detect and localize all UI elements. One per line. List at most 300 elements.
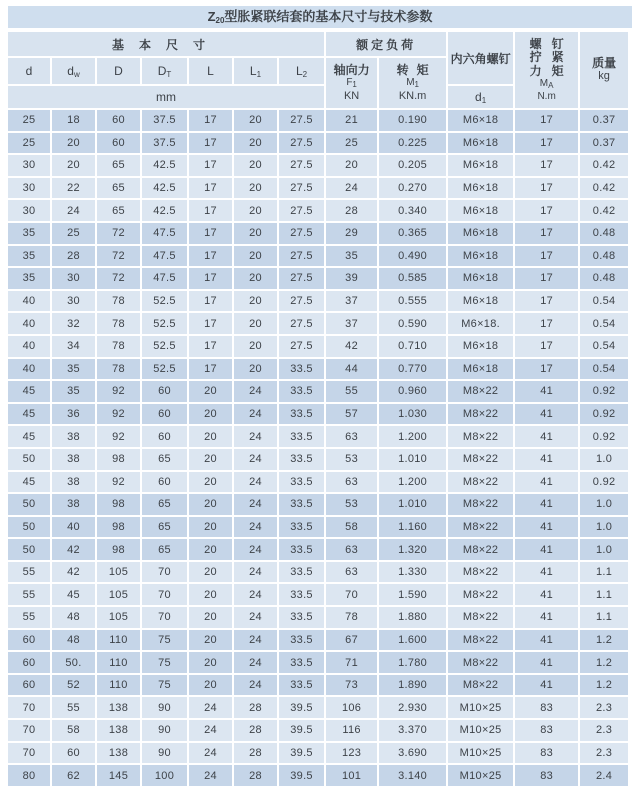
cell-L1: 24: [234, 630, 277, 651]
cell-screw: M8×22: [448, 584, 513, 605]
cell-d: 40: [8, 336, 50, 357]
cell-L1: 20: [234, 246, 277, 267]
cell-mass: 1.1: [580, 562, 628, 583]
cell-d: 35: [8, 268, 50, 289]
cell-d: 30: [8, 155, 50, 176]
cell-screw: M8×22: [448, 472, 513, 493]
cell-L2: 33.5: [279, 359, 324, 380]
cell-D: 98: [97, 494, 140, 515]
cell-DT: 75: [142, 630, 187, 651]
cell-tightening-torque: 17: [515, 359, 578, 380]
cell-DT: 90: [142, 743, 187, 764]
cell-D: 92: [97, 404, 140, 425]
cell-L2: 33.5: [279, 584, 324, 605]
cell-tightening-torque: 17: [515, 246, 578, 267]
cell-screw: M6×18: [448, 133, 513, 154]
cell-screw: M8×22: [448, 494, 513, 515]
cell-L1: 24: [234, 472, 277, 493]
cell-tightening-torque: 41: [515, 652, 578, 673]
cell-torque: 0.770: [379, 359, 446, 380]
header-row-groups: [8, 32, 628, 56]
header-screw-tightening-torque: [515, 32, 578, 108]
cell-tightening-torque: 17: [515, 313, 578, 334]
torque-symbol: $M_1$: [406, 76, 419, 89]
cell-torque: 3.140: [379, 765, 446, 786]
cell-torque: 1.010: [379, 449, 446, 470]
cell-dw: 28: [52, 246, 95, 267]
tightening-unit: N.m: [537, 91, 556, 103]
cell-mass: 1.0: [580, 494, 628, 515]
cell-torque: 0.340: [379, 200, 446, 221]
cell-torque: 2.930: [379, 697, 446, 718]
cell-D: 105: [97, 607, 140, 628]
table-row: [8, 359, 628, 380]
table-row: [8, 336, 628, 357]
cell-mass: 1.2: [580, 652, 628, 673]
cell-DT: 60: [142, 404, 187, 425]
cell-L1: 20: [234, 359, 277, 380]
cell-d: 55: [8, 607, 50, 628]
header-col-D: D: [97, 58, 140, 84]
cell-torque: 0.585: [379, 268, 446, 289]
cell-axial-force: 67: [326, 630, 377, 651]
cell-L1: 28: [234, 765, 277, 786]
cell-L1: 24: [234, 517, 277, 538]
cell-mass: 0.54: [580, 313, 628, 334]
cell-screw: M8×22: [448, 562, 513, 583]
cell-screw: M6×18: [448, 155, 513, 176]
header-col-L2: $L_2$: [279, 58, 324, 84]
table-row: [8, 630, 628, 651]
cell-tightening-torque: 41: [515, 584, 578, 605]
cell-mass: 0.92: [580, 404, 628, 425]
cell-dw: 38: [52, 472, 95, 493]
cell-L1: 20: [234, 313, 277, 334]
cell-screw: M8×22: [448, 449, 513, 470]
cell-screw: M6×18: [448, 110, 513, 131]
cell-L1: 28: [234, 697, 277, 718]
table-row: [8, 472, 628, 493]
cell-axial-force: 116: [326, 720, 377, 741]
cell-L1: 20: [234, 155, 277, 176]
cell-mass: 0.42: [580, 155, 628, 176]
cell-mass: 0.37: [580, 133, 628, 154]
cell-dw: 40: [52, 517, 95, 538]
table-row: [8, 607, 628, 628]
cell-DT: 75: [142, 675, 187, 696]
cell-torque: 1.590: [379, 584, 446, 605]
cell-screw: M8×22: [448, 539, 513, 560]
cell-L2: 27.5: [279, 246, 324, 267]
cell-tightening-torque: 41: [515, 630, 578, 651]
cell-L: 20: [189, 562, 232, 583]
cell-L2: 39.5: [279, 697, 324, 718]
cell-L: 17: [189, 223, 232, 244]
cell-L: 17: [189, 291, 232, 312]
cell-torque: 1.880: [379, 607, 446, 628]
cell-L2: 27.5: [279, 200, 324, 221]
cell-DT: 90: [142, 720, 187, 741]
cell-axial-force: 63: [326, 562, 377, 583]
cell-tightening-torque: 41: [515, 675, 578, 696]
cell-d: 40: [8, 313, 50, 334]
cell-L: 17: [189, 133, 232, 154]
cell-L: 20: [189, 675, 232, 696]
cell-screw: M10×25: [448, 720, 513, 741]
cell-d: 50: [8, 517, 50, 538]
cell-L2: 27.5: [279, 268, 324, 289]
axial-force-symbol: $F_1$: [346, 76, 357, 89]
cell-DT: 90: [142, 697, 187, 718]
cell-screw: M8×22: [448, 675, 513, 696]
table-row: [8, 313, 628, 334]
header-col-DT: $D_T$: [142, 58, 187, 84]
cell-tightening-torque: 83: [515, 743, 578, 764]
cell-D: 138: [97, 697, 140, 718]
cell-dw: 45: [52, 584, 95, 605]
cell-D: 65: [97, 178, 140, 199]
cell-L1: 20: [234, 336, 277, 357]
cell-tightening-torque: 41: [515, 472, 578, 493]
cell-mass: 1.0: [580, 539, 628, 560]
cell-axial-force: 63: [326, 472, 377, 493]
cell-dw: 30: [52, 268, 95, 289]
cell-L1: 20: [234, 268, 277, 289]
cell-L2: 27.5: [279, 223, 324, 244]
header-col-dw: $d_w$: [52, 58, 95, 84]
cell-d: 55: [8, 584, 50, 605]
cell-DT: 42.5: [142, 200, 187, 221]
table-row: [8, 697, 628, 718]
cell-mass: 2.3: [580, 697, 628, 718]
cell-axial-force: 63: [326, 539, 377, 560]
cell-axial-force: 44: [326, 359, 377, 380]
cell-screw: M6×18: [448, 223, 513, 244]
cell-D: 98: [97, 517, 140, 538]
cell-L2: 39.5: [279, 743, 324, 764]
cell-L2: 33.5: [279, 404, 324, 425]
cell-L: 17: [189, 178, 232, 199]
cell-screw: M6×18: [448, 268, 513, 289]
cell-L2: 33.5: [279, 607, 324, 628]
cell-mass: 0.92: [580, 381, 628, 402]
cell-D: 78: [97, 336, 140, 357]
cell-screw: M6×18: [448, 178, 513, 199]
cell-d: 35: [8, 246, 50, 267]
cell-torque: 1.890: [379, 675, 446, 696]
cell-L2: 33.5: [279, 652, 324, 673]
cell-d: 30: [8, 178, 50, 199]
cell-mass: 0.48: [580, 223, 628, 244]
cell-L: 20: [189, 607, 232, 628]
cell-d: 50: [8, 494, 50, 515]
table-row: [8, 539, 628, 560]
cell-DT: 60: [142, 426, 187, 447]
cell-axial-force: 37: [326, 291, 377, 312]
cell-dw: 20: [52, 133, 95, 154]
cell-DT: 52.5: [142, 359, 187, 380]
cell-L2: 33.5: [279, 449, 324, 470]
cell-L: 17: [189, 200, 232, 221]
tightening-line-1: 螺钉: [529, 36, 574, 51]
cell-dw: 38: [52, 494, 95, 515]
cell-d: 45: [8, 426, 50, 447]
table-row: [8, 449, 628, 470]
cell-D: 92: [97, 381, 140, 402]
cell-d: 55: [8, 562, 50, 583]
header-screw-symbol: $d_1$: [448, 86, 513, 108]
table-row: [8, 223, 628, 244]
cell-tightening-torque: 41: [515, 404, 578, 425]
cell-screw: M8×22: [448, 426, 513, 447]
table-row: [8, 562, 628, 583]
table-row: [8, 743, 628, 764]
table-row: [8, 765, 628, 786]
cell-mass: 2.3: [580, 743, 628, 764]
cell-DT: 60: [142, 472, 187, 493]
table-row: [8, 178, 628, 199]
cell-L1: 28: [234, 720, 277, 741]
cell-tightening-torque: 17: [515, 200, 578, 221]
cell-L1: 20: [234, 133, 277, 154]
header-torque: [379, 58, 446, 108]
cell-L1: 24: [234, 539, 277, 560]
cell-d: 45: [8, 404, 50, 425]
cell-L1: 28: [234, 743, 277, 764]
cell-L2: 33.5: [279, 539, 324, 560]
cell-DT: 47.5: [142, 246, 187, 267]
table-row: [8, 404, 628, 425]
cell-axial-force: 25: [326, 133, 377, 154]
cell-dw: 36: [52, 404, 95, 425]
cell-DT: 65: [142, 449, 187, 470]
cell-dw: 42: [52, 539, 95, 560]
cell-dw: 48: [52, 607, 95, 628]
cell-dw: 42: [52, 562, 95, 583]
cell-mass: 0.37: [580, 110, 628, 131]
cell-dw: 58: [52, 720, 95, 741]
cell-D: 105: [97, 562, 140, 583]
cell-DT: 65: [142, 494, 187, 515]
cell-axial-force: 55: [326, 381, 377, 402]
cell-L2: 39.5: [279, 720, 324, 741]
cell-tightening-torque: 17: [515, 110, 578, 131]
cell-torque: 3.370: [379, 720, 446, 741]
cell-screw: M6×18: [448, 200, 513, 221]
cell-dw: 24: [52, 200, 95, 221]
cell-axial-force: 106: [326, 697, 377, 718]
cell-screw: M10×25: [448, 743, 513, 764]
cell-tightening-torque: 41: [515, 426, 578, 447]
cell-mass: 0.92: [580, 472, 628, 493]
cell-L: 20: [189, 517, 232, 538]
cell-L: 17: [189, 246, 232, 267]
cell-tightening-torque: 41: [515, 449, 578, 470]
cell-DT: 65: [142, 539, 187, 560]
cell-d: 50: [8, 539, 50, 560]
cell-mass: 0.48: [580, 268, 628, 289]
table-row: [8, 291, 628, 312]
cell-d: 40: [8, 359, 50, 380]
cell-DT: 70: [142, 607, 187, 628]
cell-d: 70: [8, 743, 50, 764]
cell-L2: 27.5: [279, 133, 324, 154]
cell-mass: 0.42: [580, 178, 628, 199]
cell-D: 138: [97, 720, 140, 741]
cell-tightening-torque: 17: [515, 223, 578, 244]
cell-DT: 47.5: [142, 268, 187, 289]
cell-L: 17: [189, 268, 232, 289]
cell-DT: 52.5: [142, 336, 187, 357]
table-header: [8, 32, 628, 108]
cell-screw: M8×22: [448, 630, 513, 651]
cell-d: 60: [8, 630, 50, 651]
table-row: [8, 652, 628, 673]
cell-screw: M8×22: [448, 381, 513, 402]
cell-L1: 24: [234, 607, 277, 628]
cell-tightening-torque: 17: [515, 133, 578, 154]
cell-mass: 1.1: [580, 607, 628, 628]
cell-L: 20: [189, 539, 232, 560]
cell-axial-force: 24: [326, 178, 377, 199]
table-row: [8, 584, 628, 605]
cell-D: 138: [97, 743, 140, 764]
cell-axial-force: 57: [326, 404, 377, 425]
cell-d: 45: [8, 381, 50, 402]
cell-d: 80: [8, 765, 50, 786]
tightening-line-3: 力矩: [529, 63, 574, 78]
cell-torque: 0.960: [379, 381, 446, 402]
cell-dw: 50.: [52, 652, 95, 673]
cell-D: 60: [97, 133, 140, 154]
cell-screw: M6×18: [448, 246, 513, 267]
title-text: $Z_{20}$型胀紧联结套的基本尺寸与技术参数: [207, 9, 433, 25]
cell-dw: 34: [52, 336, 95, 357]
cell-torque: 0.270: [379, 178, 446, 199]
cell-L2: 33.5: [279, 675, 324, 696]
spec-table: [6, 30, 630, 788]
cell-DT: 60: [142, 381, 187, 402]
cell-L2: 33.5: [279, 494, 324, 515]
cell-L: 17: [189, 336, 232, 357]
cell-L2: 27.5: [279, 178, 324, 199]
cell-tightening-torque: 17: [515, 336, 578, 357]
table-row: [8, 246, 628, 267]
cell-tightening-torque: 17: [515, 268, 578, 289]
cell-L: 17: [189, 110, 232, 131]
cell-d: 50: [8, 449, 50, 470]
cell-L2: 27.5: [279, 313, 324, 334]
cell-D: 60: [97, 110, 140, 131]
cell-tightening-torque: 17: [515, 155, 578, 176]
cell-screw: M10×25: [448, 765, 513, 786]
cell-mass: 0.48: [580, 246, 628, 267]
cell-L1: 24: [234, 426, 277, 447]
cell-DT: 47.5: [142, 223, 187, 244]
tightening-symbol: $M_A$: [539, 78, 554, 91]
cell-L: 20: [189, 584, 232, 605]
cell-axial-force: 21: [326, 110, 377, 131]
cell-mass: 0.54: [580, 291, 628, 312]
cell-D: 105: [97, 584, 140, 605]
cell-DT: 70: [142, 584, 187, 605]
cell-d: 70: [8, 697, 50, 718]
cell-torque: 1.200: [379, 472, 446, 493]
cell-L2: 27.5: [279, 336, 324, 357]
cell-DT: 75: [142, 652, 187, 673]
cell-mass: 0.54: [580, 359, 628, 380]
cell-d: 25: [8, 133, 50, 154]
cell-L1: 20: [234, 178, 277, 199]
axial-force-unit: KN: [343, 89, 360, 102]
cell-DT: 42.5: [142, 155, 187, 176]
table-row: [8, 268, 628, 289]
cell-axial-force: 42: [326, 336, 377, 357]
cell-axial-force: 73: [326, 675, 377, 696]
cell-L2: 27.5: [279, 110, 324, 131]
table-body: [8, 110, 628, 786]
cell-screw: M10×25: [448, 697, 513, 718]
cell-L1: 20: [234, 200, 277, 221]
cell-mass: 0.54: [580, 336, 628, 357]
cell-D: 78: [97, 359, 140, 380]
cell-d: 60: [8, 675, 50, 696]
cell-axial-force: 39: [326, 268, 377, 289]
header-axial-force: [326, 58, 377, 108]
cell-dw: 18: [52, 110, 95, 131]
cell-D: 78: [97, 313, 140, 334]
cell-torque: 1.160: [379, 517, 446, 538]
cell-D: 92: [97, 426, 140, 447]
cell-tightening-torque: 41: [515, 539, 578, 560]
cell-axial-force: 20: [326, 155, 377, 176]
header-mass: [580, 32, 628, 108]
cell-mass: 0.42: [580, 200, 628, 221]
cell-L2: 27.5: [279, 155, 324, 176]
cell-dw: 30: [52, 291, 95, 312]
cell-torque: 0.365: [379, 223, 446, 244]
cell-L2: 33.5: [279, 426, 324, 447]
cell-d: 40: [8, 291, 50, 312]
cell-L: 20: [189, 449, 232, 470]
cell-d: 25: [8, 110, 50, 131]
cell-L: 20: [189, 381, 232, 402]
cell-dw: 60: [52, 743, 95, 764]
cell-torque: 0.710: [379, 336, 446, 357]
cell-L2: 39.5: [279, 765, 324, 786]
cell-mass: 1.1: [580, 584, 628, 605]
cell-DT: 70: [142, 562, 187, 583]
cell-L: 17: [189, 155, 232, 176]
cell-mass: 1.0: [580, 517, 628, 538]
cell-axial-force: 101: [326, 765, 377, 786]
tightening-line-2: 拧紧: [529, 50, 574, 65]
table-row: [8, 110, 628, 131]
cell-L2: 27.5: [279, 291, 324, 312]
header-basic-dimensions: 基本尺寸: [8, 32, 324, 56]
cell-D: 110: [97, 652, 140, 673]
cell-dw: 22: [52, 178, 95, 199]
cell-L2: 33.5: [279, 381, 324, 402]
cell-L1: 20: [234, 223, 277, 244]
cell-screw: M6×18: [448, 336, 513, 357]
cell-D: 145: [97, 765, 140, 786]
cell-torque: 0.205: [379, 155, 446, 176]
cell-L: 17: [189, 313, 232, 334]
mass-unit: kg: [598, 70, 610, 82]
table-row: [8, 675, 628, 696]
cell-tightening-torque: 41: [515, 562, 578, 583]
